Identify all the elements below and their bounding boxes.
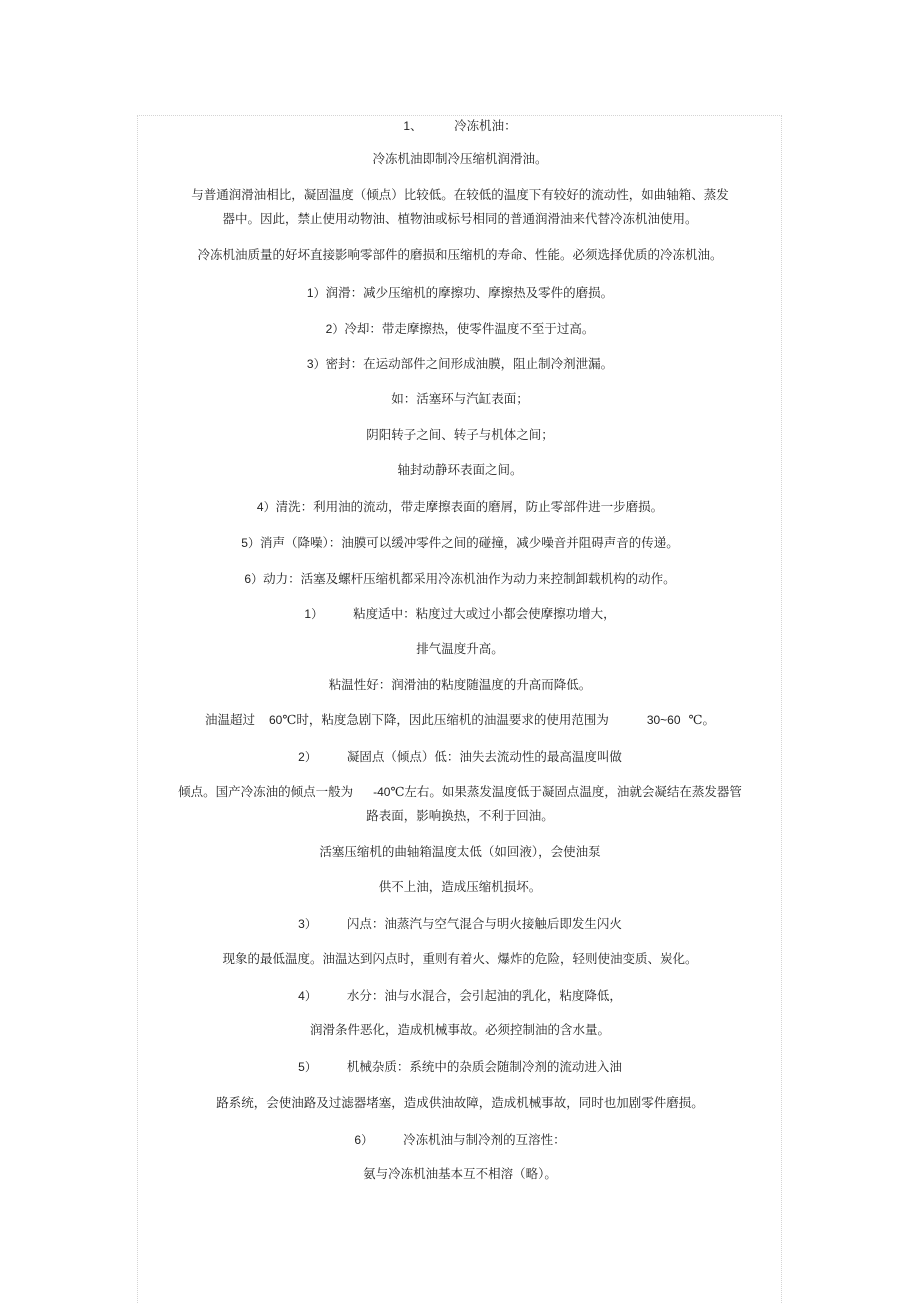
item-number: 6） [354,1133,374,1147]
viscosity-continuation: 排气温度升高。 [416,641,504,656]
miscibility-detail: 氨与冷冻机油基本互不相溶（略）。 [363,1166,557,1181]
function-item-noise [0,535,920,551]
function-item-sealing [0,356,920,372]
item-text: 冷冻机油与制冷剂的互溶性： [403,1132,566,1147]
item-number: 1） [306,286,326,300]
section-title-text: 冷冻机油： [454,118,517,133]
paragraph-definition: 冷冻机油即制冷压缩机润滑油。 [372,151,548,166]
item-text: 消声（降噪）：油膜可以缓冲零件之间的碰撞，减少噪音并阻碍声音的传递。 [259,535,679,550]
function-item-cleaning [0,499,920,515]
text-segment: 倾点。国产冷冻油的倾点一般为 [178,784,354,799]
temperature-range-value: 30~60 [646,713,681,727]
requirement-item-moisture [0,988,920,1004]
text-segment: ℃时，粘度急剧下降，因此压缩机的油温要求的使用范围为 [282,712,609,727]
requirement-item-miscibility [0,1132,920,1148]
item-text: 机械杂质：系统中的杂质会随制冷剂的流动进入油 [346,1059,622,1074]
sealing-example-1: 如：活塞环与汽缸表面； [391,391,529,406]
pour-point-value: -40 [373,785,391,799]
item-text: 润滑：减少压缩机的摩擦功、摩擦热及零件的磨损。 [325,285,614,300]
item-number: 4） [298,989,317,1003]
item-number: 1） [304,607,324,621]
impurities-detail: 路系统，会使油路及过滤器堵塞，造成供油故障，造成机械事故，同时也加剧零件磨损。 [216,1095,704,1110]
requirement-item-impurities [0,1059,920,1075]
viscosity-temperature: 粘温性好：润滑油的粘度随温度的升高而降低。 [328,677,592,692]
section-number: 1、 [403,119,423,133]
item-number: 5） [241,536,260,550]
oil-temperature-range [0,712,920,728]
temperature-value: 60 [268,713,283,727]
item-number: 4） [256,500,276,514]
item-text: 冷却：带走摩擦热，使零件温度不至于过高。 [344,321,595,336]
paragraph-comparison-line-1: 与普通润滑油相比，凝固温度（倾点）比较低。在较低的温度下有较好的流动性，如曲轴箱、蒸发 [191,187,729,202]
sealing-example-2: 阴阳转子之间、转子与机体之间； [366,427,554,442]
text-segment: ℃左右。如果蒸发温度低于凝固点温度，油就会凝结在蒸发器管 [390,784,742,799]
pour-point-detail [0,784,920,800]
paragraph-quality: 冷冻机油质量的好坏直接影响零部件的磨损和压缩机的寿命、性能。必须选择优质的冷冻机油。 [197,247,723,262]
flash-point-detail: 现象的最低温度。油温达到闪点时，重则有着火、爆炸的危险，轻则使油变质、炭化。 [222,951,698,966]
item-number: 5） [298,1060,317,1074]
item-number: 3） [306,357,326,371]
item-number: 6） [244,572,264,586]
item-text: 密封：在运动部件之间形成油膜，阻止制冷剂泄漏。 [325,356,614,371]
item-text: 水分：油与水混合，会引起油的乳化，粘度降低， [346,988,622,1003]
text-segment: 油温超过 [204,712,255,727]
function-item-lubrication [0,285,920,301]
moisture-detail: 润滑条件恶化，造成机械事故。必须控制油的含水量。 [309,1022,610,1037]
item-text: 凝固点（倾点）低：油失去流动性的最高温度叫做 [346,749,622,764]
item-number: 3） [298,917,317,931]
text-segment: ℃。 [688,712,716,727]
item-text: 动力：活塞及螺杆压缩机都采用冷冻机油作为动力来控制卸载机构的动作。 [263,571,676,586]
requirement-item-viscosity [0,606,920,622]
function-item-power [0,571,920,587]
requirement-item-flash-point [0,916,920,932]
item-text: 闪点：油蒸汽与空气混合与明火接触后即发生闪火 [346,916,622,931]
pour-point-detail-2: 路表面，影响换热，不利于回油。 [366,808,554,823]
section-title [0,118,920,134]
item-number: 2） [298,750,317,764]
requirement-item-pour-point [0,749,920,765]
item-number: 2） [325,322,345,336]
pour-point-detail-4: 供不上油，造成压缩机损坏。 [378,879,542,894]
sealing-example-3: 轴封动静环表面之间。 [397,462,523,477]
paragraph-comparison-line-2: 器中。因此，禁止使用动物油、植物油或标号相同的普通润滑油来代替冷冻机油使用。 [222,211,698,226]
item-text: 粘度适中：粘度过大或过小都会使摩擦功增大， [353,606,616,621]
pour-point-detail-3: 活塞压缩机的曲轴箱温度太低（如回液），会使油泵 [319,844,601,859]
function-item-cooling [0,321,920,337]
item-text: 清洗：利用油的流动，带走摩擦表面的磨屑，防止零部件进一步磨损。 [275,499,664,514]
